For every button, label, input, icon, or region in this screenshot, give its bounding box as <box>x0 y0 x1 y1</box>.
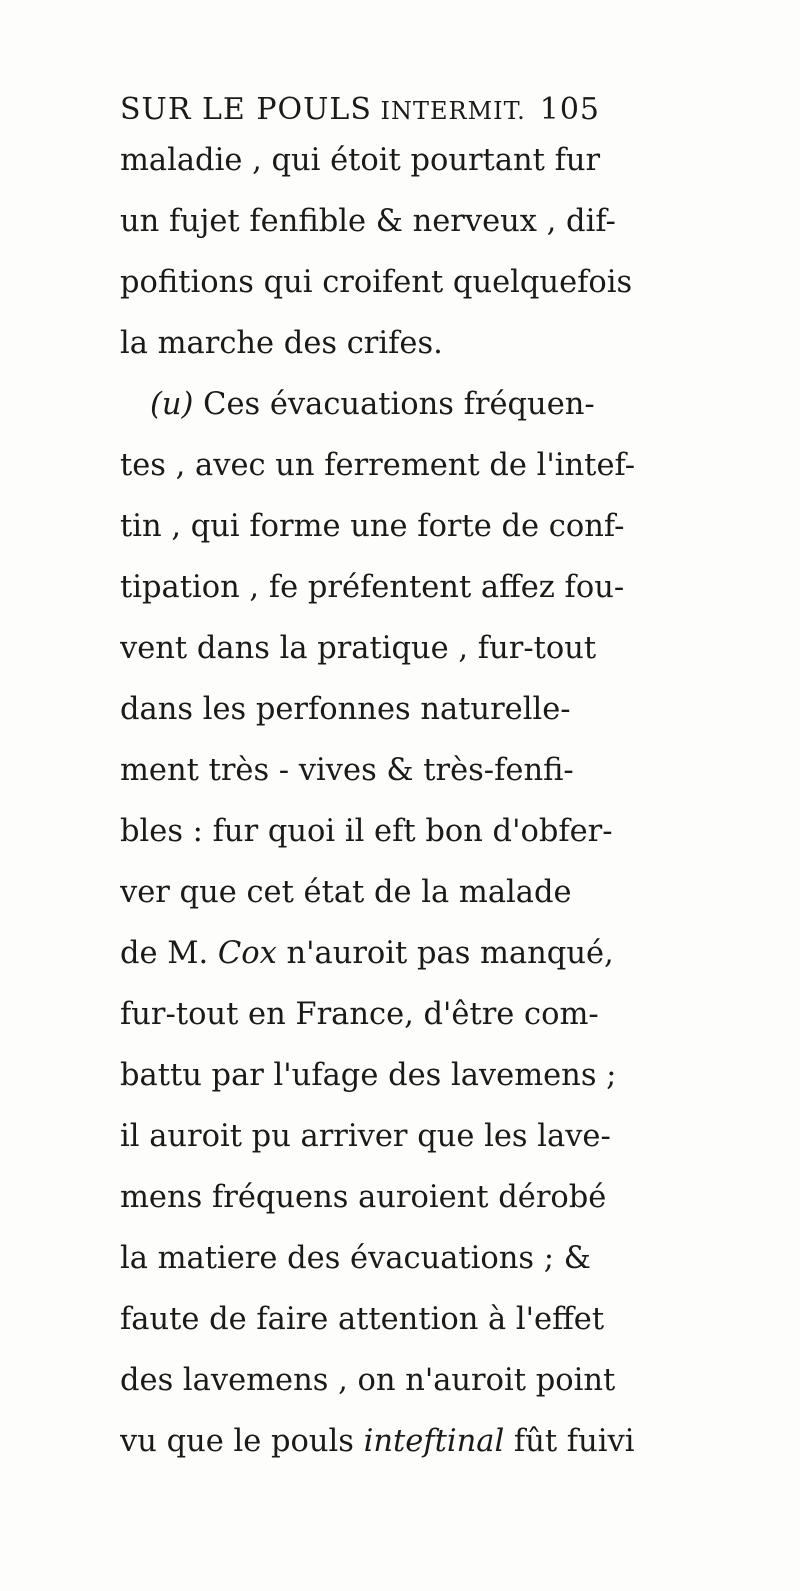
text-line: dans les perfonnes naturelle- <box>120 692 571 727</box>
text-line: vent dans la pratique , fur-tout <box>120 631 597 666</box>
text-span: fût fuivi <box>504 1424 635 1459</box>
text-line: un fujet fenfible & nerveux , dif- <box>120 204 616 239</box>
text-line: battu par l'ufage des lavemens ; <box>120 1058 617 1093</box>
text-line: fur-tout en France, d'être com- <box>120 997 599 1032</box>
text-line: mens fréquens auroient dérobé <box>120 1180 607 1215</box>
text-line-last <box>120 1411 740 1472</box>
italic-name: Cox <box>217 936 277 971</box>
text-span: de M. <box>120 936 218 971</box>
text-line: la marche des crifes. <box>120 326 443 361</box>
text-line: maladie , qui étoit pourtant fur <box>120 143 601 178</box>
text-line: tes , avec un ferrement de l'intef- <box>120 448 636 483</box>
text-line-cox <box>120 923 740 984</box>
italic-term: inteftinal <box>363 1424 505 1459</box>
header-title-part1: SUR LE <box>120 92 257 127</box>
text-line: il auroit pu arriver que les lave- <box>120 1119 611 1154</box>
text-line: bles : fur quoi il eft bon d'obfer- <box>120 814 613 849</box>
text-line: la matiere des évacuations ; & <box>120 1241 591 1276</box>
running-header <box>120 92 600 127</box>
text-line: tipation , fe préfentent affez fou- <box>120 570 625 605</box>
footnote-marker: (u) <box>150 387 194 422</box>
text-span: vu que le pouls <box>120 1424 364 1459</box>
header-title-part3: INTERMIT. <box>371 97 526 125</box>
text-line: faute de faire attention à l'effet <box>120 1302 605 1337</box>
text-line-note <box>120 374 740 435</box>
text-line: tin , qui forme une forte de conf- <box>120 509 625 544</box>
text-line: ment très - vives & très-fenfi- <box>120 753 574 788</box>
header-title-part2: POULS <box>256 92 372 127</box>
page-number: 105 <box>539 92 601 127</box>
text-line: des lavemens , on n'auroit point <box>120 1363 616 1398</box>
body-text <box>120 130 740 1472</box>
text-span: n'auroit pas manqué, <box>276 936 614 971</box>
text-span: Ces évacuations fréquen- <box>193 387 595 422</box>
text-line: ver que cet état de la malade <box>120 875 572 910</box>
text-line: pofitions qui croifent quelquefois <box>120 265 633 300</box>
